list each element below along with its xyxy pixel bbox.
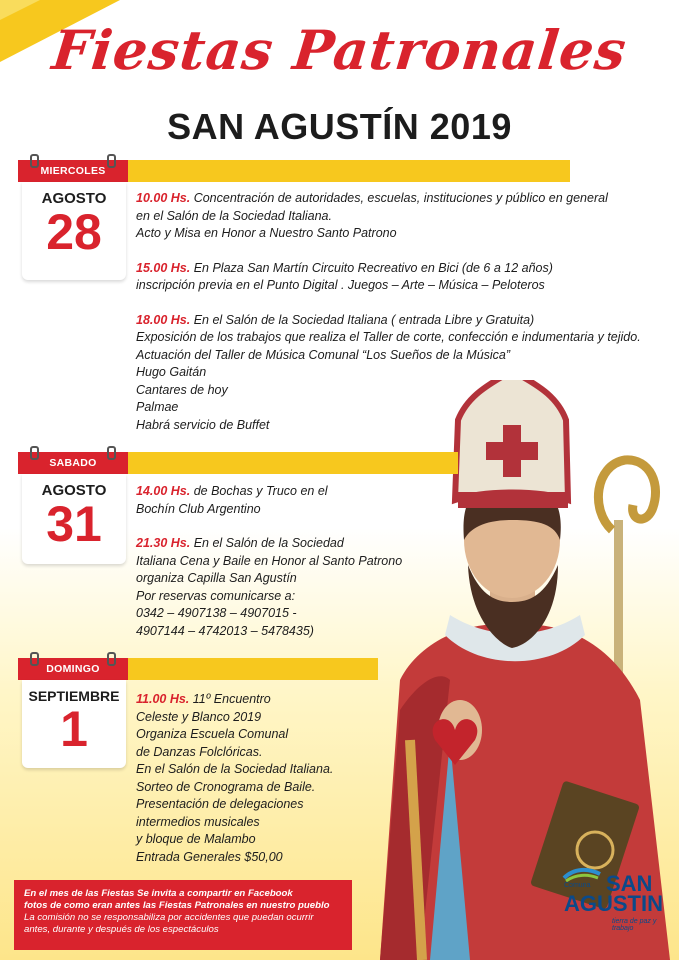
poster-subtitle: SAN AGUSTÍN 2019 <box>167 106 512 147</box>
month-label-1: AGOSTO <box>41 190 107 207</box>
corner-decoration-light <box>0 0 40 20</box>
date-card-2 <box>22 474 126 564</box>
logo-small-text: Comuna <box>564 882 591 889</box>
month-label-3: SEPTIEMBRE <box>28 688 120 704</box>
event-1-3: 18.00 Hs. En el Salón de la Sociedad Italiana ( entrada Libre y Gratuita) Exposición de los trabajos que realiza el Taller de corte, confección e indumentaria y tejido. Actuación del Taller de Música Comunal “Los Sueños de la Música” Hugo Gaitán Cantares de hoy Palmae Habrá servicio de Buffet <box>136 312 641 432</box>
day-events-3 <box>136 691 366 883</box>
day-number-3: 1 <box>60 701 88 757</box>
event-2-1: 14.00 Hs. de Bochas y Truco en el Bochín Club Argentino <box>136 484 328 516</box>
comuna-logo <box>558 866 668 932</box>
weekday-label-2: SABADO <box>49 457 97 469</box>
logo-line-2: AGUSTIN <box>564 891 663 916</box>
logo-line-1: SAN <box>606 871 653 896</box>
day-number-1: 28 <box>46 204 102 260</box>
day-events-1 <box>136 190 666 451</box>
logo-slogan: tierra de paz y trabajo <box>612 918 657 932</box>
footer-line-2: fotos de como eran antes las Fiestas Patronales en nuestro pueblo <box>24 900 330 911</box>
day-events-2 <box>136 483 426 657</box>
weekday-label-3: DOMINGO <box>46 663 100 675</box>
weekday-tag-1 <box>18 160 128 182</box>
event-3-1: 11.00 Hs. 11º Encuentro Celeste y Blanco 2019 Organiza Escuela Comunal de Danzas Folclóricas. En el Salón de la Sociedad Italiana. Sorteo de Cronograma de Baile. Presentación de delegaciones intermedios musicales y bloque de Malambo Entrada Generales $50,00 <box>136 692 334 864</box>
footer-notice <box>14 880 352 950</box>
event-1-2: 15.00 Hs. En Plaza San Martín Circuito Recreativo en Bici (de 6 a 12 años) inscripción previa en el Punto Digital . Juegos – Arte – Música – Peloteros <box>136 260 553 292</box>
date-card-1 <box>22 182 126 280</box>
day-number-2: 31 <box>46 496 102 552</box>
weekday-tag-3 <box>18 658 128 680</box>
weekday-label-1: MIERCOLES <box>40 165 106 177</box>
poster-title: Fiestas Patronales <box>49 18 630 82</box>
event-1-1: 10.00 Hs. Concentración de autoridades, escuelas, instituciones y público en general en el Salón de la Sociedad Italiana. Acto y Misa en Honor a Nuestro Santo Patrono <box>136 191 608 240</box>
month-label-2: AGOSTO <box>41 482 107 499</box>
footer-line-3: La comisión no se responsabiliza por accidentes que puedan ocurrir <box>24 912 314 923</box>
logo-swoosh-icon <box>562 866 602 882</box>
footer-line-1: En el mes de las Fiestas Se invita a compartir en Facebook <box>24 888 293 899</box>
event-2-2: 21.30 Hs. En el Salón de la Sociedad Italiana Cena y Baile en Honor al Santo Patrono organiza Capilla San Agustín Por reservas comunicarse a: 0342 – 4907138 – 4907015 - 4907144 – 4742013 – 5478435) <box>136 536 403 638</box>
date-card-3 <box>22 680 126 768</box>
weekday-tag-2 <box>18 452 128 474</box>
footer-line-4: antes, durante y después de los espectáculos <box>24 924 219 935</box>
